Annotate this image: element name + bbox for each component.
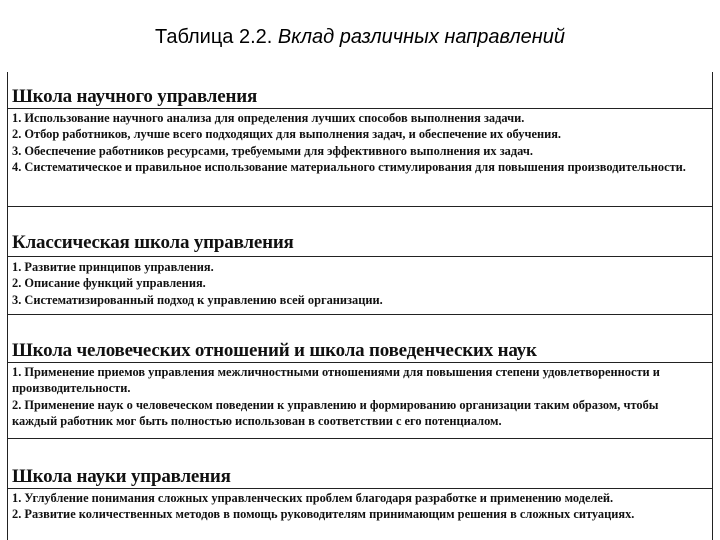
table-caption: [0, 26, 720, 49]
section-divider: [8, 488, 712, 489]
list-item: 4. Систематическое и правильное использование материального стимулирования для повышения производительности.: [12, 159, 686, 174]
list-item: 2. Применение наук о человеческом поведении к управлению и формированию организации таким образом, чтобы каждый работник мог быть полностью использован в соответствии с его потенциалом.: [12, 397, 659, 428]
list-item: 1. Использование научного анализа для определения лучших способов выполнения задачи.: [12, 111, 525, 125]
section-divider: [8, 206, 712, 207]
section-heading-scientific-management: Школа научного управления: [12, 86, 258, 107]
section-heading-classical-school: Классическая школа управления: [12, 232, 294, 253]
section-items-classical-school: [8, 259, 712, 308]
list-item: 1. Применение приемов управления межличностными отношениями для повышения степени удовлетворенности и производительности.: [12, 365, 660, 396]
caption-text: Вклад различных направлений: [277, 26, 565, 48]
list-item: 1. Углубление понимания сложных управленческих проблем благодаря разработке и применению моделей.: [12, 491, 614, 505]
section-heading-human-relations: Школа человеческих отношений и школа поведенческих наук: [12, 340, 537, 361]
list-item: 2. Развитие количественных методов в помощь руководителям принимающим решения в сложных ситуациях.: [12, 507, 635, 522]
list-item: 1. Развитие принципов управления.: [12, 260, 214, 274]
caption-number: Таблица 2.2.: [155, 26, 273, 48]
section-divider: [8, 256, 712, 257]
section-divider: [8, 362, 712, 363]
list-item: 3. Обеспечение работников ресурсами, требуемыми для эффективного выполнения их задач.: [12, 143, 533, 158]
section-divider: [8, 438, 712, 439]
section-items-management-science: [8, 490, 712, 523]
section-heading-management-science: Школа науки управления: [12, 466, 231, 487]
list-item: 2. Описание функций управления.: [12, 276, 206, 291]
section-divider: [8, 314, 712, 315]
contributions-table: [7, 72, 713, 540]
section-divider: [8, 108, 712, 109]
section-items-human-relations: [8, 364, 712, 429]
section-items-scientific-management: [8, 110, 712, 175]
list-item: 3. Систематизированный подход к управлению всей организации.: [12, 292, 383, 307]
list-item: 2. Отбор работников, лучше всего подходящих для выполнения задач, и обеспечение их обучения.: [12, 127, 562, 142]
